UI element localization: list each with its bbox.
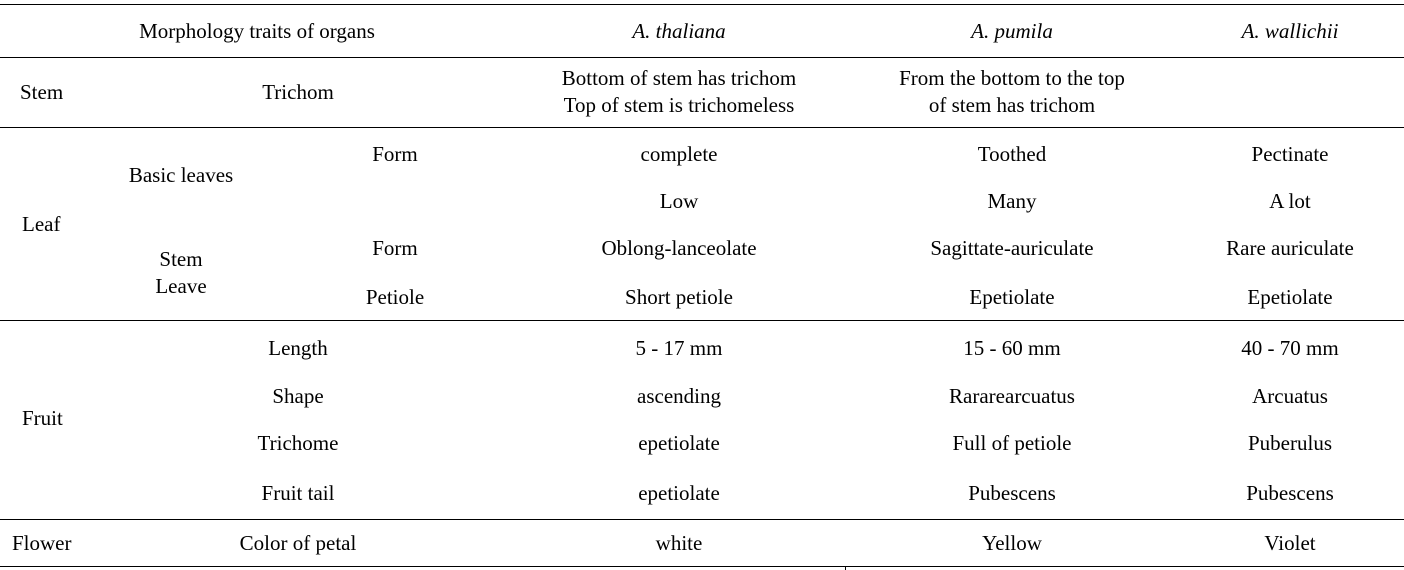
leaf-row-3-thaliana: Oblong-lanceolate [601,236,757,260]
leaf-row-1-wallichii: Pectinate [1251,142,1329,166]
fruit-row-1-pumila: 15 - 60 mm [963,336,1061,360]
fruit-row-2-thaliana: ascending [637,384,721,408]
flower-wallichii: Violet [1264,531,1316,555]
fruit-row-3-pumila: Full of petiole [952,431,1072,455]
fruit-row-4-thaliana: epetiolate [638,481,720,505]
leaf-row-3-pumila: Sagittate-auriculate [930,236,1094,260]
fruit-row-2-trait: Shape [272,384,324,408]
leaf-row-2-pumila: Many [987,189,1037,213]
organ-fruit: Fruit [22,406,63,430]
stem-thaliana-line2: Top of stem is trichomeless [563,93,795,117]
leaf-row-1-thaliana: complete [640,142,718,166]
organ-flower: Flower [12,531,72,555]
fruit-row-2-wallichii: Arcuatus [1252,384,1328,408]
fruit-row-2-pumila: Rararearcuatus [949,384,1075,408]
leaf-stem-label-line1: Stem [159,247,203,271]
header-species-thaliana: A. thaliana [632,19,726,43]
header-bottom-rule [0,57,1404,58]
fruit-row-4-wallichii: Pubescens [1246,481,1334,505]
leaf-stem-label-line2: Leave [155,274,207,298]
leaf-row-2-thaliana: Low [659,189,699,213]
fruit-row-3-trait: Trichome [257,431,339,455]
leaf-row-1-trait: Form [372,142,418,166]
fruit-row-1-thaliana: 5 - 17 mm [635,336,723,360]
header-species-wallichii: A. wallichii [1241,19,1339,43]
leaf-row-3-trait: Form [372,236,418,260]
leaf-row-2-wallichii: A lot [1269,189,1311,213]
fruit-row-1-trait: Length [268,336,328,360]
stem-thaliana-line1: Bottom of stem has trichom [561,66,797,90]
stem-pumila-line2: of stem has trichom [928,93,1096,117]
leaf-row-1-pumila: Toothed [977,142,1047,166]
fruit-row-3-wallichii: Puberulus [1248,431,1332,455]
table-top-rule [0,4,1404,5]
table-bottom-rule [0,566,1404,567]
leaf-row-4-thaliana: Short petiole [625,285,733,309]
fruit-row-3-thaliana: epetiolate [638,431,720,455]
organ-leaf: Leaf [22,212,61,236]
leaf-row-4-wallichii: Epetiolate [1247,285,1333,309]
leaf-row-4-pumila: Epetiolate [969,285,1055,309]
stem-trait: Trichom [262,80,334,104]
fruit-row-1-wallichii: 40 - 70 mm [1241,336,1339,360]
stem-pumila-line1: From the bottom to the top [899,66,1125,90]
leaf-bottom-rule [0,320,1404,321]
flower-trait: Color of petal [239,531,357,555]
fruit-bottom-rule [0,519,1404,520]
fruit-row-4-pumila: Pubescens [968,481,1056,505]
flower-pumila: Yellow [982,531,1042,555]
leaf-row-4-trait: Petiole [365,285,425,309]
bottom-tick-mark [845,566,846,570]
flower-thaliana: white [655,531,703,555]
stem-bottom-rule [0,127,1404,128]
header-species-pumila: A. pumila [971,19,1053,43]
leaf-basic-label: Basic leaves [128,163,234,187]
fruit-row-4-trait: Fruit tail [261,481,335,505]
header-traits: Morphology traits of organs [139,19,375,43]
leaf-row-3-wallichii: Rare auriculate [1226,236,1354,260]
organ-stem: Stem [20,80,64,104]
